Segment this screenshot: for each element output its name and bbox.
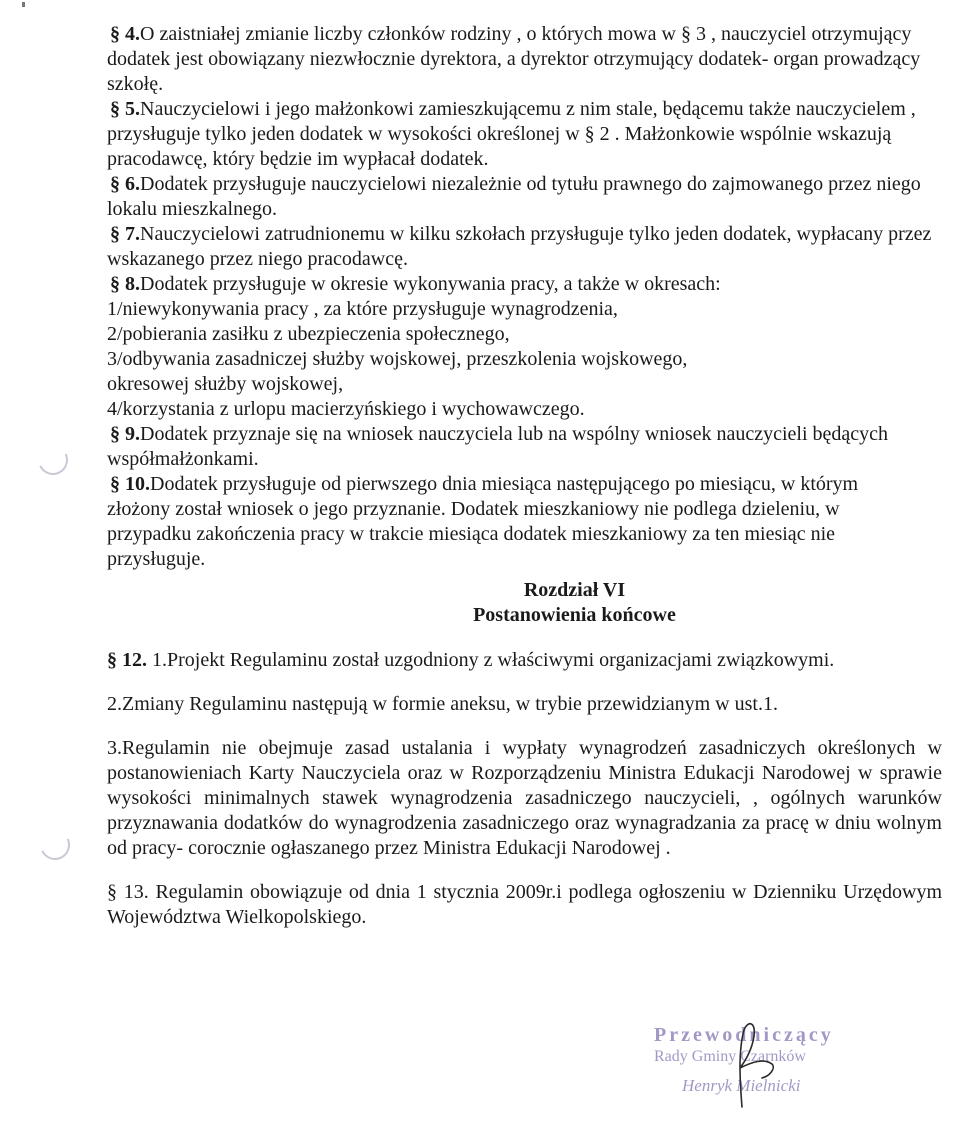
paragraph-text: Nauczycielowi zatrudnionemu w kilku szkołach przysługuje tylko jeden dodatek, wypłacany przez wskazanego przez niego pracodawcę. <box>107 223 932 270</box>
list-item: 3/odbywania zasadniczej służby wojskowej, przeszkolenia wojskowego, okresowej służby wojskowej, <box>107 348 688 395</box>
paragraph-10 <box>107 472 897 572</box>
section-number: § 7. <box>110 223 140 245</box>
final-provisions <box>107 648 942 949</box>
list-item: 1/niewykonywania pracy , za które przysługuje wynagrodzenia, <box>107 298 618 320</box>
paragraph-text: Nauczycielowi i jego małżonkowi zamieszkującemu z nim stale, będącemu także nauczycielem , przysługuje tylko jeden dodatek w wysokości określonej w § 2 . Małżonkowie wspólnie wskazują pracodawcę, który będzie im wypłacał dodatek. <box>107 98 916 170</box>
section-number: § 4. <box>110 23 140 45</box>
handwritten-signature <box>712 1012 792 1112</box>
chapter-subtitle: Postanowienia końcowe <box>473 604 676 626</box>
punch-hole-mark <box>34 441 72 479</box>
paragraph-text: Regulamin obowiązuje od dnia 1 stycznia 2009r.i podlega ogłoszeniu w Dzienniku Urzędowym Województwa Wielkopolskiego. <box>107 881 943 928</box>
paragraph-13 <box>107 880 942 930</box>
stamp-line-title: Przewodniczący <box>654 1024 834 1046</box>
paragraph-9 <box>107 422 942 472</box>
paragraph-12-1 <box>107 648 942 673</box>
punch-hole-mark <box>36 826 74 864</box>
body-text <box>107 22 942 572</box>
paragraph-7 <box>107 222 942 272</box>
paragraph-text: O zaistniałej zmianie liczby członków rodziny , o których mowa w § 3 , nauczyciel otrzymujący dodatek jest obowiązany niezwłocznie dyrektora, a dyrektor otrzymujący dodatek- organ prowadzący szkołę. <box>107 23 921 95</box>
paragraph-5 <box>107 97 942 172</box>
chapter-heading <box>107 578 960 628</box>
section-number: § 8. <box>110 273 140 295</box>
list-item: 4/korzystania z urlopu macierzyńskiego i wychowawczego. <box>107 398 585 420</box>
section-number: § 9. <box>110 423 140 445</box>
section-number: § 5. <box>110 98 140 120</box>
section-number: § 10. <box>110 473 150 495</box>
paragraph-12-2: 2.Zmiany Regulaminu następują w formie aneksu, w trybie przewidzianym w ust.1. <box>107 693 778 715</box>
section-number: § 6. <box>110 173 140 195</box>
stamp-line-council: Rady Gminy Czarnków <box>654 1048 806 1065</box>
paragraph-6 <box>107 172 942 222</box>
list-item: 2/pobierania zasiłku z ubezpieczenia społecznego, <box>107 323 510 345</box>
stamp-line-name: Henryk Mielnicki <box>682 1076 801 1095</box>
paragraph-4 <box>107 22 942 97</box>
paragraph-text: Dodatek przysługuje nauczycielowi niezależnie od tytułu prawnego do zajmowanego przez niego lokalu mieszkalnego. <box>107 173 921 220</box>
paragraph-8 <box>107 272 942 297</box>
section-number: § 12. <box>107 649 147 671</box>
scan-mark <box>22 2 25 7</box>
paragraph-text: Dodatek przysługuje od pierwszego dnia miesiąca następującego po miesiącu, w którym złożony został wniosek o jego przyznanie. Dodatek mieszkaniowy nie podlega dzieleniu, w przypadku zakończenia pracy w trakcie miesiąca dodatek mieszkaniowy za ten miesiąc nie przysługuje. <box>107 473 859 570</box>
chapter-title: Rozdział VI <box>523 579 626 601</box>
paragraph-text: Dodatek przyznaje się na wniosek nauczyciela lub na wspólny wniosek nauczycieli będących współmałżonkami. <box>107 423 889 470</box>
paragraph-text: 1.Projekt Regulaminu został uzgodniony z właściwymi organizacjami związkowymi. <box>152 649 835 671</box>
paragraph-12-3: 3.Regulamin nie obejmuje zasad ustalania i wypłaty wynagrodzeń zasadniczych określonych w postanowieniach Karty Nauczyciela oraz w Rozporządzeniu Ministra Edukacji Narodowej w sprawie wysokości minimalnych stawek wynagrodzenia zasadniczego nauczycieli, , ogólnych warunków przyznawania dodatków do wynagrodzenia zasadniczego oraz wynagradzania za pracę w dniu wolnym od pracy- corocznie ogłaszanego przez Ministra Edukacji Narodowej . <box>107 737 942 859</box>
section-number: § 13. <box>107 881 149 903</box>
paragraph-text: Dodatek przysługuje w okresie wykonywania pracy, a także w okresach: <box>140 273 721 295</box>
